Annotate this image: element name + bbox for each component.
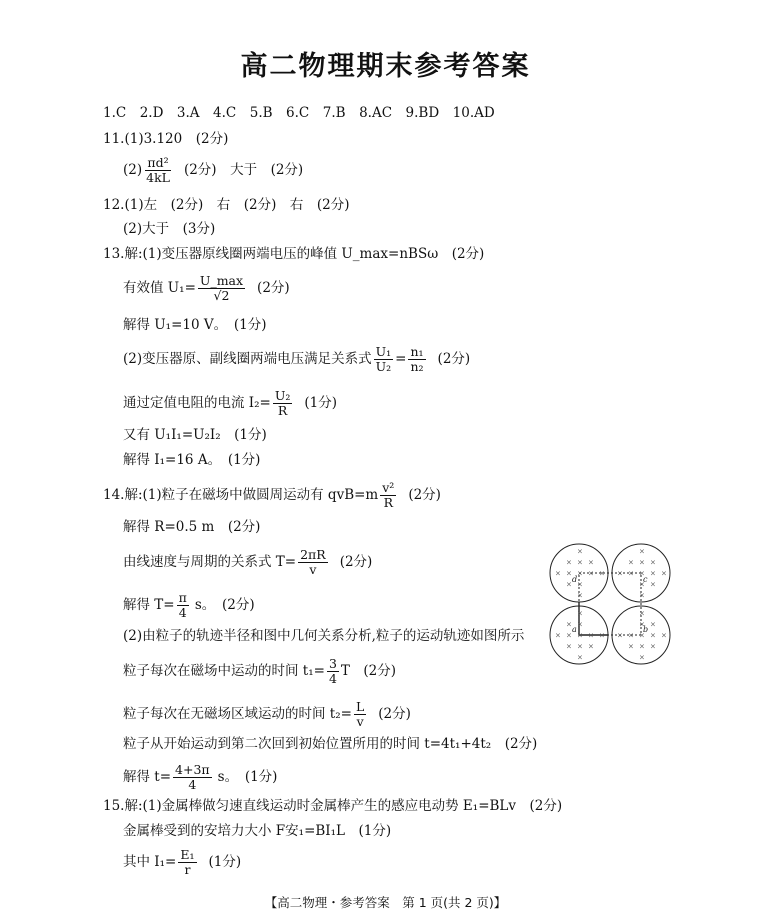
label-a: a	[572, 625, 577, 634]
cross-mark: ×	[599, 631, 605, 640]
q14-num-a: v²	[382, 480, 395, 495]
q14-fraction-b	[298, 548, 328, 577]
q11-line2-prefix: (2)	[123, 162, 143, 178]
q14-line2: 解得 R=0.5 m (2分)	[123, 519, 261, 535]
q15-line1: 15.解:(1)金属棒做匀速直线运动时金属棒产生的感应电动势 E₁=BLv (2分)	[103, 798, 563, 814]
cross-mark: ×	[566, 620, 572, 629]
q14-line9-suffix: s。 (1分)	[217, 769, 278, 785]
q12-line1: 12.(1)左 (2分) 右 (2分) 右 (2分)	[103, 197, 350, 213]
cross-mark: ×	[566, 631, 572, 640]
q15-line3-suffix: (1分)	[208, 854, 242, 870]
q13-num-c: n₁	[410, 344, 424, 359]
label-b: b	[643, 625, 649, 634]
q14-line3-suffix: (2分)	[339, 554, 373, 570]
cross-mark: ×	[566, 642, 572, 651]
cross-mark: ×	[661, 631, 667, 640]
q14-num-d: 3	[328, 656, 337, 671]
q14-line4	[123, 591, 255, 620]
q14-num-c: π	[178, 590, 187, 605]
page-footer: 【高二物理・参考答案 第 1 页(共 2 页)】	[264, 895, 507, 910]
cross-mark: ×	[650, 620, 656, 629]
cross-mark: ×	[577, 558, 583, 567]
cross-mark: ×	[650, 580, 656, 589]
cross-mark: ×	[577, 631, 583, 640]
q14-fraction-f	[173, 763, 212, 792]
cross-mark: ×	[639, 631, 645, 640]
q13-fraction-b	[374, 345, 394, 374]
cross-mark: ×	[639, 620, 645, 629]
field-crosses	[555, 548, 667, 662]
q13-den-b: U₂	[375, 359, 392, 374]
q14-den-a: R	[383, 495, 393, 510]
q14-line7	[123, 700, 411, 729]
q14-line4-prefix: 解得 T=	[123, 597, 175, 613]
cross-mark: ×	[577, 653, 583, 662]
q11-den: 4kL	[146, 170, 170, 185]
q15-fraction	[178, 848, 196, 877]
q14-num-e: L	[355, 699, 365, 714]
q11-line2-suffix: (2分) 大于 (2分)	[183, 162, 304, 178]
q13-den-d: R	[277, 403, 288, 418]
cross-mark: ×	[577, 580, 583, 589]
q13-line4-suffix: (2分)	[437, 351, 471, 367]
cross-mark: ×	[650, 631, 656, 640]
cross-mark: ×	[639, 547, 645, 556]
q14-line7-suffix: (2分)	[378, 706, 411, 722]
q15-den: r	[184, 862, 191, 877]
q13-equals: =	[395, 351, 407, 367]
q14-den-b: v	[309, 562, 317, 577]
cross-mark: ×	[566, 580, 572, 589]
cross-mark: ×	[628, 558, 634, 567]
cross-mark: ×	[588, 558, 594, 567]
q14-fraction-c	[177, 591, 189, 620]
q13-line2-prefix: 有效值 U₁=	[123, 280, 196, 296]
q14-line9-prefix: 解得 t=	[123, 769, 172, 785]
multiple-choice-answers: 1.C 2.D 3.A 4.C 5.B 6.C 7.B 8.AC 9.BD 10.AD	[103, 105, 495, 121]
cross-mark: ×	[639, 642, 645, 651]
q13-line1: 13.解:(1)变压器原线圈两端电压的峰值 U_max=nBSω (2分)	[103, 246, 485, 262]
q15-line3	[123, 848, 241, 877]
cross-mark: ×	[577, 609, 583, 618]
cross-mark: ×	[628, 631, 634, 640]
q14-line3	[123, 548, 372, 577]
cross-mark: ×	[566, 558, 572, 567]
q14-fraction-d	[327, 657, 339, 686]
q13-line5	[123, 389, 337, 418]
q14-line6-prefix: 粒子每次在磁场中运动的时间 t₁=	[123, 663, 325, 679]
square-dashed	[579, 573, 641, 635]
q14-line1-suffix: (2分)	[408, 487, 441, 503]
cross-mark: ×	[650, 558, 656, 567]
q14-fraction-e	[354, 700, 366, 729]
q15-line2: 金属棒受到的安培力大小 F安₁=BI₁L (1分)	[123, 823, 392, 839]
cross-mark: ×	[628, 569, 634, 578]
q11-line2	[123, 156, 303, 185]
cross-mark: ×	[661, 569, 667, 578]
q14-line6-suffix: T (2分)	[340, 663, 397, 679]
q14-line1-prefix: 14.解:(1)粒子在磁场中做圆周运动有 qvB=m	[103, 487, 379, 503]
cross-mark: ×	[588, 642, 594, 651]
cross-mark: ×	[650, 569, 656, 578]
q14-line4-suffix: s。 (2分)	[194, 597, 255, 613]
cross-mark: ×	[628, 642, 634, 651]
label-d: d	[572, 575, 578, 584]
q14-line9	[123, 763, 277, 792]
q13-den-a: √2	[213, 288, 230, 303]
q13-line5-prefix: 通过定值电阻的电流 I₂=	[123, 395, 271, 411]
q13-fraction-c	[408, 345, 425, 374]
cross-mark: ×	[617, 631, 623, 640]
q13-num-a: U_max	[199, 273, 244, 288]
q13-line3: 解得 U₁=10 V。 (1分)	[123, 317, 267, 333]
cross-mark: ×	[639, 580, 645, 589]
q13-num-b: U₁	[375, 344, 392, 359]
q13-num-d: U₂	[274, 388, 291, 403]
magnetic-field-figure	[548, 542, 672, 666]
q13-line4-prefix: (2)变压器原、副线圈两端电压满足关系式	[123, 351, 372, 367]
cross-mark: ×	[639, 558, 645, 567]
q14-fraction-a	[380, 481, 396, 510]
q13-line2-suffix: (2分)	[257, 280, 290, 296]
cross-mark: ×	[577, 591, 583, 600]
q14-line1	[103, 481, 441, 510]
q14-line3-prefix: 由线速度与周期的关系式 T=	[123, 554, 297, 570]
cross-mark: ×	[577, 642, 583, 651]
q14-den-d: 4	[328, 671, 337, 686]
cross-mark: ×	[566, 569, 572, 578]
q14-line5: (2)由粒子的轨迹半径和图中几何关系分析,粒子的运动轨迹如图所示	[123, 628, 525, 644]
cross-mark: ×	[555, 631, 561, 640]
cross-mark: ×	[650, 642, 656, 651]
cross-mark: ×	[617, 569, 623, 578]
q14-num-f: 4+3π	[175, 762, 210, 777]
q11-num: πd²	[147, 155, 169, 170]
q13-line4	[123, 345, 470, 374]
label-c: c	[643, 575, 648, 584]
q11-line1: 11.(1)3.120 (2分)	[103, 131, 229, 147]
q13-den-c: n₂	[410, 359, 424, 374]
trajectory-segment	[579, 602, 608, 635]
q14-line6	[123, 657, 396, 686]
q15-line3-prefix: 其中 I₁=	[123, 854, 177, 870]
q13-fraction-d	[273, 389, 293, 418]
q13-line6: 又有 U₁I₁=U₂I₂ (1分)	[123, 427, 267, 443]
cross-mark: ×	[639, 609, 645, 618]
cross-mark: ×	[639, 569, 645, 578]
cross-mark: ×	[577, 569, 583, 578]
page-title: 高二物理期末参考答案	[240, 51, 531, 82]
cross-mark: ×	[577, 547, 583, 556]
cross-mark: ×	[577, 620, 583, 629]
cross-mark: ×	[588, 569, 594, 578]
q14-den-e: v	[356, 714, 364, 729]
q13-line7: 解得 I₁=16 A。 (1分)	[123, 452, 261, 468]
cross-mark: ×	[639, 591, 645, 600]
q12-line2: (2)大于 (3分)	[123, 221, 216, 237]
cross-mark: ×	[588, 631, 594, 640]
q13-line2	[123, 274, 290, 303]
q14-den-f: 4	[188, 777, 197, 792]
cross-mark: ×	[555, 569, 561, 578]
q11-fraction	[144, 156, 172, 185]
cross-mark: ×	[639, 653, 645, 662]
q14-line7-prefix: 粒子每次在无磁场区域运动的时间 t₂=	[123, 706, 352, 722]
cross-mark: ×	[599, 569, 605, 578]
q14-num-b: 2πR	[300, 547, 326, 562]
q15-num: E₁	[180, 847, 195, 862]
q14-den-c: 4	[178, 605, 187, 620]
q14-line8: 粒子从开始运动到第二次回到初始位置所用的时间 t=4t₁+4t₂ (2分)	[123, 736, 538, 752]
q13-line5-suffix: (1分)	[304, 395, 338, 411]
q13-fraction-a	[198, 274, 245, 303]
